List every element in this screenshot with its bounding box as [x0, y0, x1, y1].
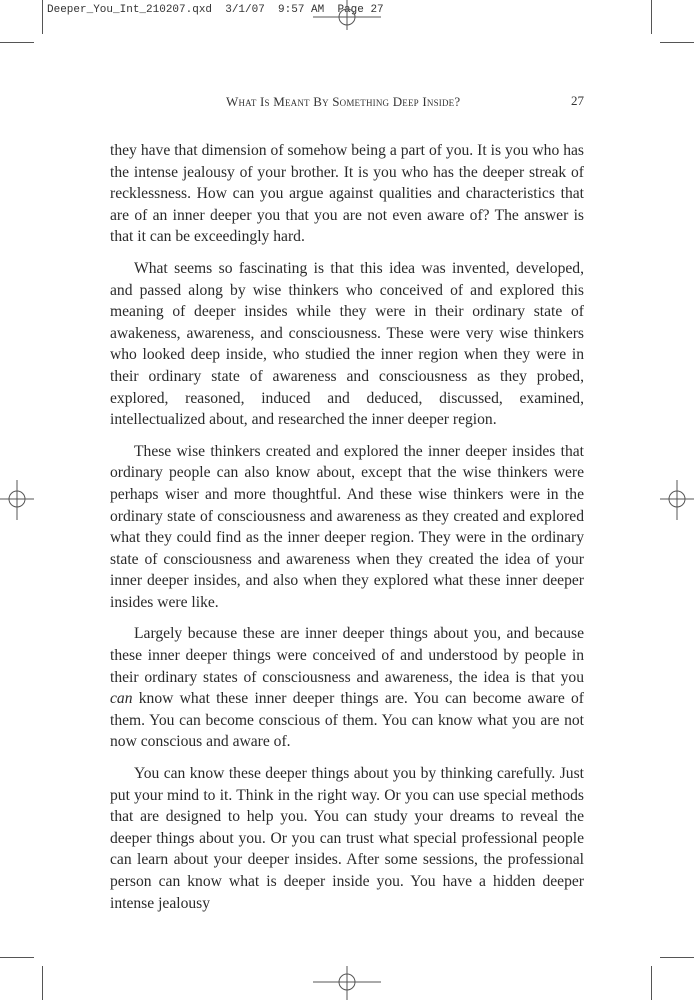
paragraph [110, 623, 584, 753]
registration-mark-right [660, 480, 694, 520]
paragraph-text: know what these inner deeper things are. You can become aware of them. You can become conscious of them. You can know what you are not now conscious and aware of. [110, 690, 584, 751]
crop-mark-top-right-vertical [651, 0, 652, 34]
crop-mark-bottom-left-horizontal [0, 957, 34, 958]
paragraph: These wise thinkers created and explored the inner deeper insides that ordinary people can also know about, except that the wise thinkers were perhaps wiser and more thoughtful. And these wise thinkers were in the ordinary state of consciousness and awareness as they created and explored what they could find as the inner deeper region. They were in the ordinary state of consciousness and awareness when they created the idea of your inner deeper insides, and also when they explored what these inner deeper insides were like. [110, 442, 584, 611]
paragraph-text: Largely because these are inner deeper things about you, and because these inner deeper things were conceived of and understood by people in their ordinary states of consciousness and awareness, the idea is that you [110, 625, 584, 686]
crop-mark-top-right-horizontal [660, 42, 694, 43]
crop-mark-bottom-left-vertical [42, 966, 43, 1000]
crop-mark-bottom-right-vertical [651, 966, 652, 1000]
body-text [110, 140, 584, 924]
page-number: 27 [571, 93, 584, 108]
crop-mark-bottom-right-horizontal [660, 957, 694, 958]
paragraph: What seems so fascinating is that this idea was invented, developed, and passed along by wise thinkers who conceived of and explored this meaning of deeper insides while they were in their ordinary state of awakeness, awareness, and consciousness. These were very wise thinkers who looked deep inside, who studied the inner region when they were in their ordinary state of awareness and consciousness as they probed, explored, reasoned, induced and deduced, discussed, examined, intellectualized about, and researched the inner deeper region. [110, 259, 584, 429]
print-slug: Deeper_You_Int_210207.qxd 3/1/07 9:57 AM Page 27 [47, 4, 384, 16]
registration-mark-left [0, 480, 34, 520]
emphasis-text: can [110, 690, 133, 708]
registration-mark-bottom [313, 966, 381, 1000]
crop-mark-top-left-horizontal [0, 42, 34, 43]
running-head: What Is Meant By Something Deep Inside? [226, 94, 461, 109]
registration-mark-top [313, 0, 381, 30]
paragraph: You can know these deeper things about you by thinking carefully. Just put your mind to it. Think in the right way. Or you can use special methods that are designed to help you. You can study your dreams to reveal the deeper things about you. Or you can trust what special professional people can learn about your deeper insides. After some sessions, the professional person can know what is deeper inside you. You have a hidden deeper intense jealousy [110, 765, 584, 912]
paragraph: they have that dimension of somehow being a part of you. It is you who has the intense jealousy of your brother. It is you who has the deeper streak of recklessness. How can you argue against qualities and characteristics that are of an inner deeper you that you are not even aware of? The answer is that it can be exceedingly hard. [110, 142, 584, 246]
crop-mark-top-left-vertical [42, 0, 43, 34]
